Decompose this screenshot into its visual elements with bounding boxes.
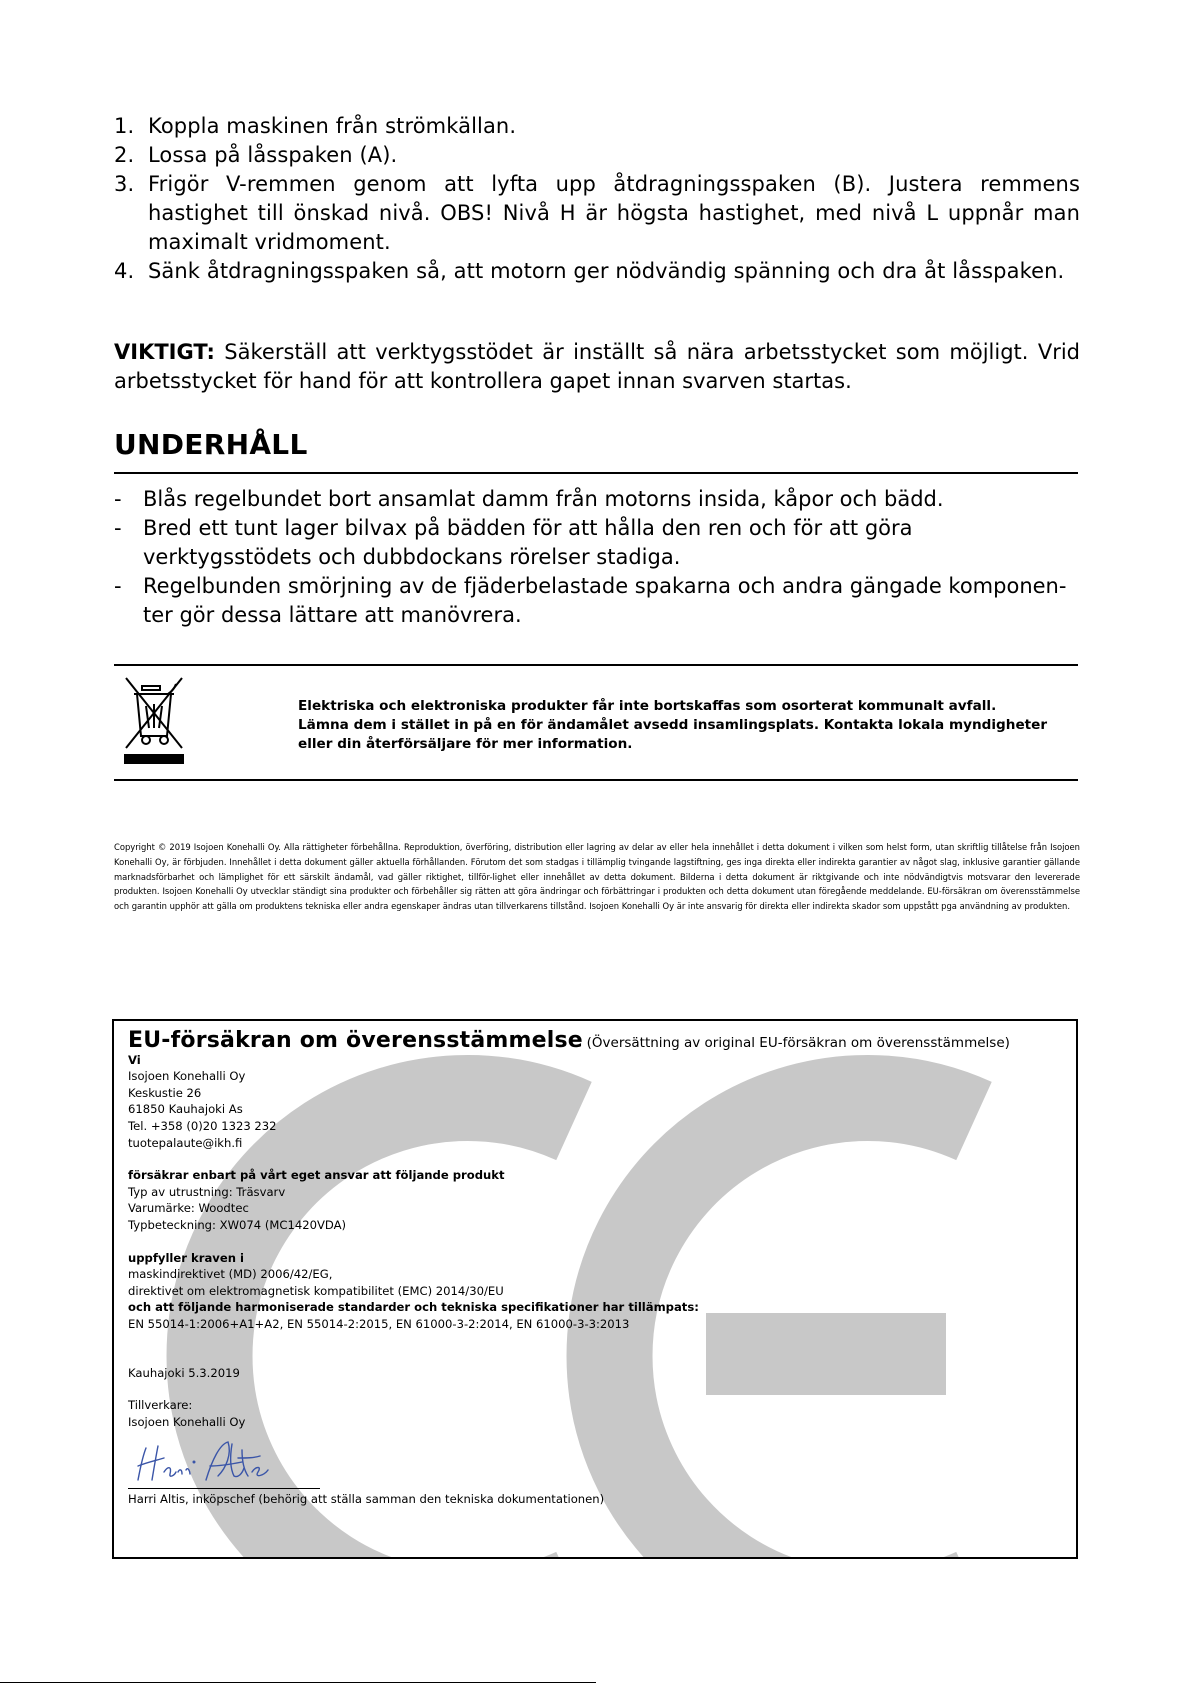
company-name: Isojoen Konehalli Oy bbox=[128, 1069, 246, 1084]
eu-declaration-box bbox=[112, 1019, 1078, 1559]
place-date: Kauhajoki 5.3.2019 bbox=[128, 1365, 240, 1380]
standards-list: EN 55014-1:2006+A1+A2, EN 55014-2:2015, EN 61000-3-2:2014, EN 61000-3-3:2013 bbox=[128, 1316, 630, 1331]
manufacturer-name: Isojoen Konehalli Oy bbox=[128, 1414, 246, 1429]
step-1: 1. Koppla maskinen från strömkällan. bbox=[114, 114, 517, 138]
signature-area bbox=[128, 1436, 338, 1486]
declaration-content bbox=[128, 1028, 1058, 1508]
directive-emc: direktivet om elektromagnetisk kompatibilitet (EMC) 2014/30/EU bbox=[128, 1283, 504, 1298]
maintenance-heading: UNDERHÅLL bbox=[114, 428, 308, 461]
copyright-notice: Copyright © 2019 Isojoen Konehalli Oy. Alla rättigheter förbehållna. Reproduktion, överföring, distribution eller lagring av delar av eller hela innehållet i detta dokument i vilken som helst form, utan skriftlig tillåtelse från Isojoen Konehalli Oy, är förbjuden. Innehållet i detta dokument gäller aktuella förhållanden. Förutom det som stadgas i tillämplig tvingande lagstiftning, ges inga direkta eller indirekta garantier av något slag, inklusive garantier gällande marknadsförbarhet och lämplighet för ett särskilt ändamål, vad gäller riktighet, tillför-lighet eller innehållet av detta dokument. Bilderna i detta dokument är riktgivande och inte nödvändigtvis motsvarar den levererade produkten. Isojoen Konehalli Oy utvecklar ständigt sina produkter och förbehåller sig rätten att göra ändringar och förbättringar i produkten och detta dokument utan föregående meddelande. EU-försäkran om överensstämmelse och garantin upphör att gälla om produktens tekniska eller andra egenskaper ändras utan tillverkarens tillstånd. Isojoen Konehalli Oy är inte ansvarig för direkta eller indirekta skador som uppstått pga användning av produkten. bbox=[114, 842, 1080, 912]
declaration-title: EU-försäkran om överensstämmelse bbox=[128, 1028, 583, 1053]
heading-divider bbox=[114, 472, 1078, 474]
step-2: 2. Lossa på låsspaken (A). bbox=[114, 143, 398, 167]
brand: Varumärke: Woodtec bbox=[128, 1201, 249, 1216]
declaration-title-line bbox=[128, 1028, 1058, 1053]
maintenance-item: - Regelbunden smörjning av de fjäderbelastade spakarna och andra gängade komponen-ter gör dessa lättare att manövrera. bbox=[114, 574, 1067, 627]
manufacturer-label: Tillverkare: bbox=[128, 1398, 193, 1413]
handwritten-signature bbox=[128, 1436, 338, 1486]
declaration-subtitle: (Översättning av original EU-försäkran om överensstämmelse) bbox=[586, 1035, 1010, 1051]
step-2-text: Lossa på låsspaken (A). bbox=[148, 143, 398, 167]
weee-top-divider bbox=[114, 664, 1078, 666]
maintenance-item: - Blås regelbundet bort ansamlat damm från motorns insida, kåpor och bädd. bbox=[114, 487, 944, 511]
maintenance-item: - Bred ett tunt lager bilvax på bädden för att hålla den ren och för att göra verktygsstödets och dubbdockans rörelser stadiga. bbox=[114, 516, 913, 569]
step-3-text: Frigör V-remmen genom att lyfta upp åtdragningsspaken (B). Justera remmens hastighet till önskad nivå. OBS! Nivå H är högsta hastighet, med nivå L uppnår man maximalt vridmoment. bbox=[148, 172, 1080, 254]
phone-number: Tel. +358 (0)20 1323 232 bbox=[128, 1118, 277, 1133]
important-text: Säkerställ att verktygsstödet är inställt så nära arbetsstycket som möjligt. Vrid arbetsstycket för hand för att kontrollera gapet innan svarven startas. bbox=[114, 340, 1080, 393]
maintenance-list bbox=[114, 485, 1080, 630]
crossed-out-wheelie-bin-icon bbox=[122, 676, 186, 766]
weee-notice: Elektriska och elektroniska produkter får inte bortskaffas som osorterat kommunalt avfall. Lämna dem i stället in på en för ändamålet avsedd insamlingsplats. Kontakta lokala myndigheter eller din återförsäljare för mer information. bbox=[298, 698, 1048, 752]
meets-label: uppfyller kraven i bbox=[128, 1250, 244, 1265]
signatory: Harri Altis, inköpschef (behörig att ställa samman den tekniska dokumentationen) bbox=[128, 1492, 605, 1507]
step-4: 4. Sänk åtdragningsspaken så, att motorn ger nödvändig spänning och dra åt låsspaken. bbox=[114, 259, 1065, 283]
we-label: Vi bbox=[128, 1052, 141, 1067]
model-designation: Typbeteckning: XW074 (MC1420VDA) bbox=[128, 1217, 347, 1232]
step-1-text: Koppla maskinen från strömkällan. bbox=[148, 114, 517, 138]
declares-label: försäkrar enbart på vårt eget ansvar att följande produkt bbox=[128, 1168, 505, 1183]
step-3: 3. Frigör V-remmen genom att lyfta upp åtdragningsspaken (B). Justera remmens hastighet till önskad nivå. OBS! Nivå H är högsta hastighet, med nivå L uppnår man maximalt vridmoment. bbox=[114, 172, 1080, 254]
postal-address: 61850 Kauhajoki As bbox=[128, 1102, 243, 1117]
standards-label: och att följande harmoniserade standarder och tekniska specifikationer har tillämpats: bbox=[128, 1300, 699, 1315]
weee-bottom-divider bbox=[114, 779, 1078, 781]
equipment-type: Typ av utrustning: Träsvarv bbox=[128, 1184, 286, 1199]
adjustment-steps bbox=[114, 112, 1080, 286]
important-note bbox=[114, 338, 1080, 396]
street-address: Keskustie 26 bbox=[128, 1085, 202, 1100]
step-4-text: Sänk åtdragningsspaken så, att motorn ger nödvändig spänning och dra åt låsspaken. bbox=[148, 259, 1065, 283]
important-label: VIKTIGT: bbox=[114, 340, 215, 364]
signature-line bbox=[128, 1488, 320, 1489]
email-address: tuotepalaute@ikh.fi bbox=[128, 1135, 243, 1150]
footer-divider bbox=[0, 1682, 596, 1683]
directive-md: maskindirektivet (MD) 2006/42/EG, bbox=[128, 1267, 333, 1282]
